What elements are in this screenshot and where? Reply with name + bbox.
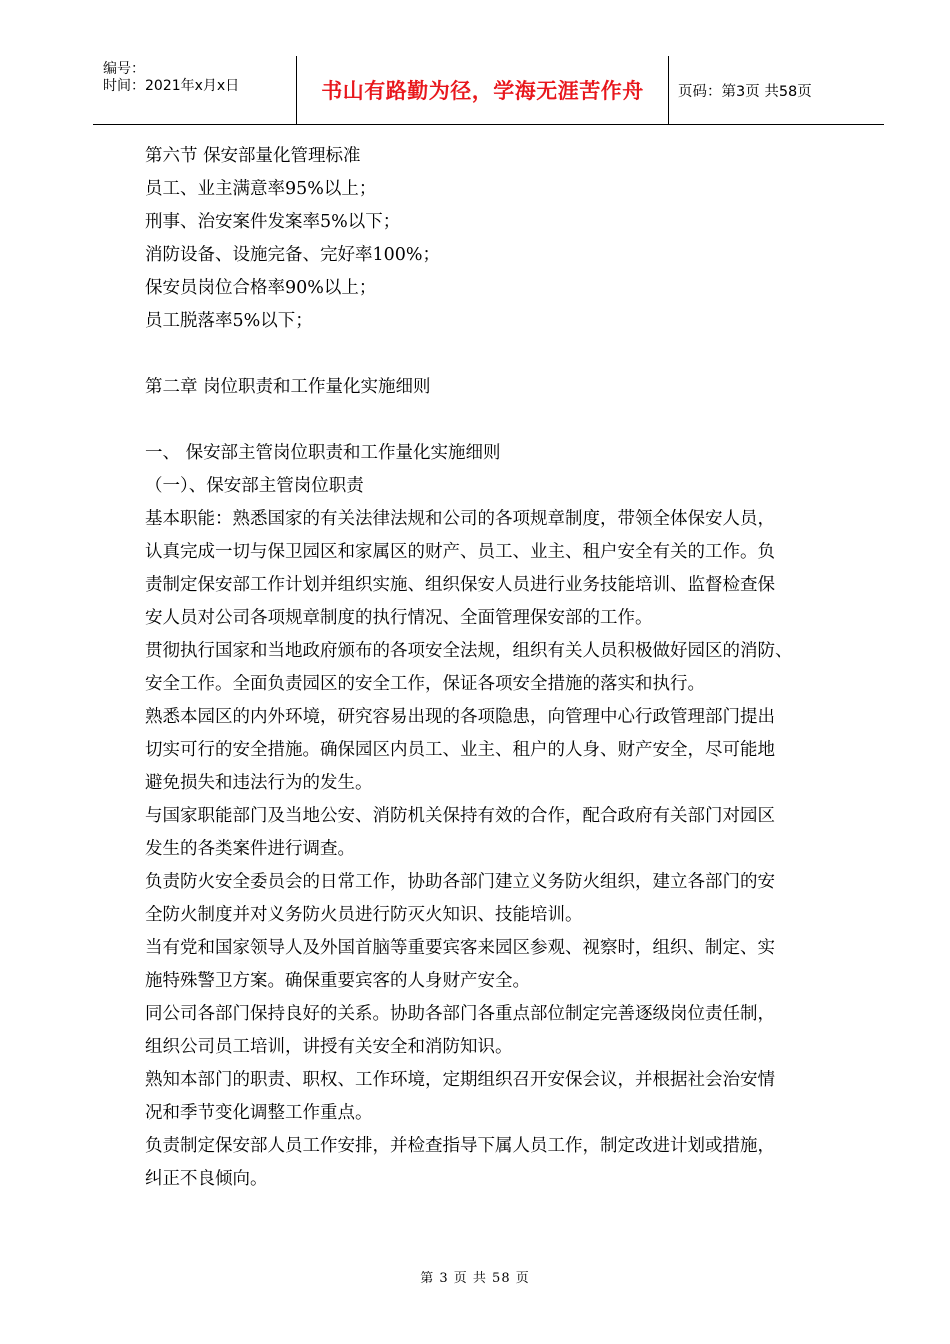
- body-text-line: 贯彻执行国家和当地政府颁布的各项安全法规，组织有关人员积极做好园区的消防、: [145, 641, 793, 661]
- header-page-cell: [669, 56, 884, 124]
- body-text-line: 当有党和国家领导人及外国首脑等重要宾客来园区参观、视察时，组织、制定、实: [145, 938, 775, 958]
- body-text-line: 一、 保安部主管岗位职责和工作量化实施细则: [145, 443, 501, 463]
- body-text-line: 负责制定保安部人员工作安排，并检查指导下属人员工作，制定改进计划或措施，: [145, 1136, 775, 1156]
- header-motto-cell: [296, 56, 669, 124]
- header-time-label: 时间：2021年x月x日: [103, 78, 240, 94]
- body-text-line: 组织公司员工培训，讲授有关安全和消防知识。: [145, 1037, 513, 1057]
- body-text-line: 施特殊警卫方案。确保重要宾客的人身财产安全。: [145, 971, 530, 991]
- header-meta: [93, 56, 296, 124]
- header-number-label: 编号：: [103, 61, 145, 77]
- blank-line: [145, 338, 845, 371]
- body-text-line: （一）、保安部主管岗位职责: [145, 476, 364, 496]
- body-text-line: 熟知本部门的职责、职权、工作环境，定期组织召开安保会议，并根据社会治安情: [145, 1070, 775, 1090]
- body-text-line: 第六节 保安部量化管理标准: [145, 146, 361, 166]
- page-header: [93, 56, 884, 125]
- body-text-line: 基本职能：熟悉国家的有关法律法规和公司的各项规章制度，带领全体保安人员，: [145, 509, 775, 529]
- body-text-line: 责制定保安部工作计划并组织实施、组织保安人员进行业务技能培训、监督检查保: [145, 575, 775, 595]
- body-text-line: 同公司各部门保持良好的关系。协助各部门各重点部位制定完善逐级岗位责任制，: [145, 1004, 775, 1024]
- body-text-line: 安全工作。全面负责园区的安全工作，保证各项安全措施的落实和执行。: [145, 674, 705, 694]
- body-text-line: 员工脱落率5%以下；: [145, 311, 313, 331]
- body-text-line: 熟悉本园区的内外环境，研究容易出现的各项隐患，向管理中心行政管理部门提出: [145, 707, 775, 727]
- header-motto: 书山有路勤为径，学海无涯苦作舟: [321, 79, 644, 103]
- body-text-line: 安人员对公司各项规章制度的执行情况、全面管理保安部的工作。: [145, 608, 653, 628]
- body-text-line: 第二章 岗位职责和工作量化实施细则: [145, 377, 431, 397]
- body-text-line: 纠正不良倾向。: [145, 1169, 268, 1189]
- body-text-line: 消防设备、设施完备、完好率100%；: [145, 245, 441, 265]
- body-text-line: 切实可行的安全措施。确保园区内员工、业主、租户的人身、财产安全，尽可能地: [145, 740, 775, 760]
- body-text-line: 认真完成一切与保卫园区和家属区的财产、员工、业主、租户安全有关的工作。负: [145, 542, 775, 562]
- body-text-line: 发生的各类案件进行调查。: [145, 839, 355, 859]
- page-footer: 第 3 页 共 58 页: [420, 1271, 530, 1286]
- body-text-line: 全防火制度并对义务防火员进行防灭火知识、技能培训。: [145, 905, 583, 925]
- body-text-line: 况和季节变化调整工作重点。: [145, 1103, 373, 1123]
- body-text-line: 与国家职能部门及当地公安、消防机关保持有效的合作，配合政府有关部门对园区: [145, 806, 775, 826]
- body-text-line: 刑事、治安案件发案率5%以下；: [145, 212, 401, 232]
- body-text-line: 负责防火安全委员会的日常工作，协助各部门建立义务防火组织，建立各部门的安: [145, 872, 775, 892]
- body-text-line: 保安员岗位合格率90%以上；: [145, 278, 377, 298]
- body-text-line: 员工、业主满意率95%以上；: [145, 179, 377, 199]
- blank-line: [145, 404, 845, 437]
- body-text-line: 避免损失和违法行为的发生。: [145, 773, 373, 793]
- document-body: [145, 140, 845, 1196]
- header-page-info: 页码：第3页 共58页: [678, 83, 812, 100]
